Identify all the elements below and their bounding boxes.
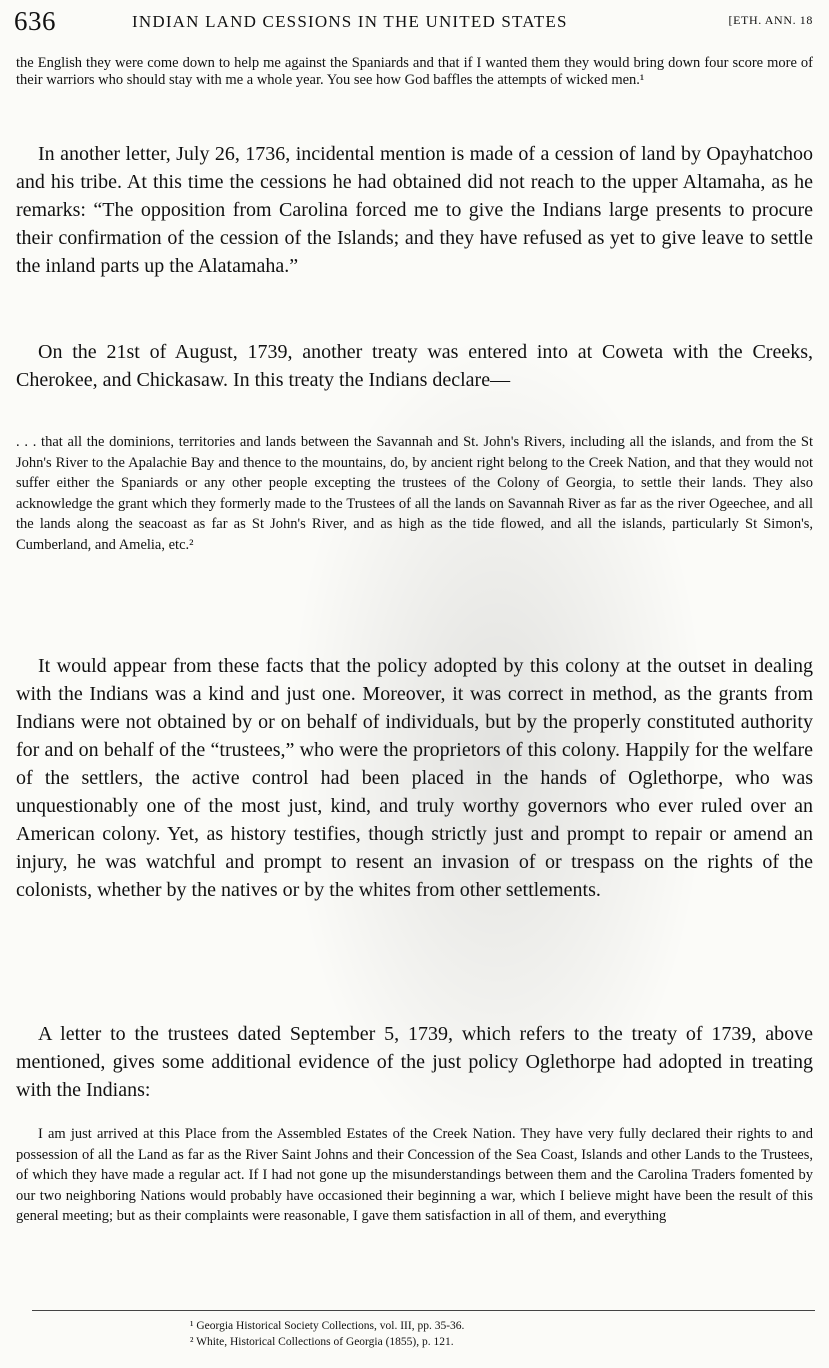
- block-quote-letter: I am just arrived at this Place from the Assembled Estates of the Creek Nation. They have very fully declared their rights to and possession of all the Land as far as the River Saint Johns and their Concession of the Sea Coast, Islands and other Lands to the Trustees, of which they have made a regular act. If I had not gone up the misunderstandings between them and the Carolina Traders fomented by our two neighboring Nations would probably have occasioned their beginning a war, which I believe might have been the result of this general meeting; but as their complaints were reasonable, I gave them satisfaction in all of them, and everything: [16, 1126, 813, 1224]
- paragraph-letter-1736: In another letter, July 26, 1736, incidental mention is made of a cession of land by Opayhatchoo and his tribe. At this time the cessions he had obtained did not reach to the upper Altamaha, as he remarks: “The opposition from Carolina forced me to give the Indians large presents to procure their confirmation of the cession of the Islands; and they have refused as yet to give leave to settle the inland parts up the Alatamaha.”: [16, 143, 813, 277]
- running-title: INDIAN LAND CESSIONS IN THE UNITED STATES: [132, 12, 568, 31]
- footnote-1: ¹ Georgia Historical Society Collections, vol. III, pp. 35-36.: [190, 1320, 465, 1332]
- running-note: [ETH. ANN. 18: [728, 13, 813, 27]
- page-number: 636: [14, 6, 56, 36]
- paragraph-letter-1739: A letter to the trustees dated September 5, 1739, which refers to the treaty of 1739, above mentioned, gives some additional evidence of the just policy Oglethorpe had adopted in treating with the Indians:: [16, 1023, 813, 1101]
- paragraph-continuation: the English they were come down to help me against the Spaniards and that if I wanted them they would bring down four score more of their warriors who should stay with me a whole year. You see how God baffles the attempts of wicked men.¹: [16, 55, 813, 88]
- page-header: [12, 6, 819, 36]
- paragraph-policy: It would appear from these facts that the policy adopted by this colony at the outset in dealing with the Indians was a kind and just one. Moreover, it was correct in method, as the grants from Indians were not obtained by or on behalf of individuals, but by the properly constituted authority for and on behalf of the “trustees,” who were the proprietors of this colony. Happily for the welfare of the settlers, the active control had been placed in the hands of Oglethorpe, who was unquestionably one of the most just, kind, and truly worthy governors who ever ruled over an American colony. Yet, as history testifies, though strictly just and prompt to repair or amend an injury, he was watchful and prompt to resent an invasion of or trespass on the rights of the colonists, whether by the natives or by the whites from other settlements.: [16, 655, 813, 901]
- footnotes: [190, 1318, 464, 1350]
- paragraph-treaty-1739: On the 21st of August, 1739, another treaty was entered into at Coweta with the Creeks, Cherokee, and Chickasaw. In this treaty the Indians declare—: [16, 341, 813, 391]
- footnote-2: ² White, Historical Collections of Georgia (1855), p. 121.: [190, 1336, 454, 1348]
- footnote-divider: [32, 1310, 815, 1311]
- block-quote-treaty: . . . that all the dominions, territories and lands between the Savannah and St. John's Rivers, including all the islands, and from the St John's River to the Apalachie Bay and thence to the mountains, do, by ancient right belong to the Creek Nation, and that they would not suffer either the Spaniards or any other people excepting the trustees of the Colony of Georgia, to settle their lands. They also acknowledge the grant which they formerly made to the Trustees of all the lands on Savannah River as far as the river Ogeechee, and all the lands along the seacoast as far as St John's River, and as high as the tide flowed, and all the islands, particularly St Simon's, Cumberland, and Amelia, etc.²: [16, 434, 813, 553]
